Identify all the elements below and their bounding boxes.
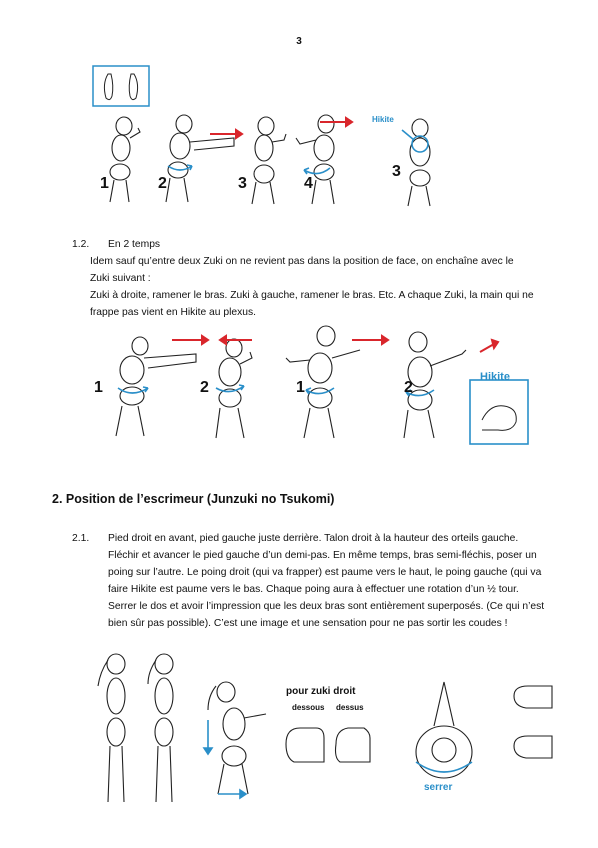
section-1-2-line-4: frappe pas vient en Hikite au plexus. (90, 307, 256, 318)
stick-figure-a (116, 337, 196, 436)
stick-figure-5 (408, 119, 430, 206)
fist-dessus (336, 728, 371, 762)
standing-figure-2 (148, 654, 173, 802)
figure-zuki-sequence-2 (80, 316, 540, 456)
figure2-label-2: 2 (200, 379, 209, 396)
section-2-1-line-4: faire Hikite est paume vers le bas. Chaque poing aura à effectuer une rotation d’un ½ tour. (108, 584, 519, 595)
section-2-1-line-5: Serrer le dos et avoir l’impression que les deux bras sont entièrement superposés. (Ce qui n’est (108, 601, 545, 612)
section-1-2-paragraph (90, 253, 560, 321)
figure1-label-2: 2 (158, 175, 167, 192)
section-1-2-line-1: Idem sauf qu’entre deux Zuki on ne revient pas dans la position de face, on enchaîne avec le (90, 256, 514, 267)
figure1-label-4: 4 (304, 175, 313, 192)
figure2-label-1: 1 (94, 379, 103, 396)
figure1-hikite-label: Hikite (372, 115, 394, 124)
hikite-fist-box (470, 371, 528, 444)
side-fists (514, 686, 552, 758)
section-1-2-line-3: Zuki à droite, ramener le bras. Zuki à gauche, ramener le bras. Etc. A chaque Zuki, la main qui ne (90, 290, 534, 301)
section-1-2-title: En 2 temps (108, 239, 161, 250)
section-2-1-number: 2.1. (72, 533, 90, 544)
stick-figure-1 (110, 117, 140, 202)
figure-zuki-sequence-1 (80, 58, 480, 218)
crouched-figure (208, 682, 266, 794)
figure1-label-1: 1 (100, 175, 109, 192)
section-2-1-line-2: Fléchir et avancer le pied gauche d’un demi-pas. En même temps, bras semi-fléchis, poser un (108, 550, 537, 561)
stick-figure-2 (166, 115, 234, 202)
top-view-fists (416, 682, 472, 778)
standing-figure-1 (98, 654, 125, 802)
section-2-1-paragraph (108, 530, 568, 632)
figure-escrimeur (90, 648, 560, 818)
section-2-1-line-1: Pied droit en avant, pied gauche juste derrière. Talon droit à la hauteur des orteils gauche. (108, 533, 519, 544)
section-1-2-line-2: Zuki suivant : (90, 273, 151, 284)
figure1-label-5: 3 (392, 163, 401, 180)
serrer-label: serrer (424, 782, 453, 793)
page-number: 3 (296, 36, 302, 47)
figure2-label-3: 1 (296, 379, 305, 396)
dessus-label: dessus (336, 703, 364, 712)
feet-diagram (93, 66, 149, 106)
stick-figure-4 (296, 115, 334, 204)
pour-zuki-droit-label: pour zuki droit (286, 686, 356, 697)
section-2-1-line-3: poing sur l’autre. Le poing droit (qui va frapper) est paume vers le haut, le poing gauche (qui va (108, 567, 542, 578)
stick-figure-b (216, 339, 252, 438)
dessous-label: dessous (292, 703, 325, 712)
figure2-hikite-label: Hikite (480, 371, 510, 383)
section-2-1-line-6: bien sûr pas possible). C’est une image et une sensation pour ne pas sortir les coudes ! (108, 618, 508, 629)
figure2-label-4: 2 (404, 379, 413, 396)
section-2-heading: 2. Position de l’escrimeur (Junzuki no Tsukomi) (52, 492, 335, 506)
stick-figure-3 (252, 117, 286, 204)
section-1-2-number: 1.2. (72, 239, 90, 250)
figure1-label-3: 3 (238, 175, 247, 192)
fist-dessous (286, 728, 324, 762)
stick-figure-d (404, 332, 466, 438)
